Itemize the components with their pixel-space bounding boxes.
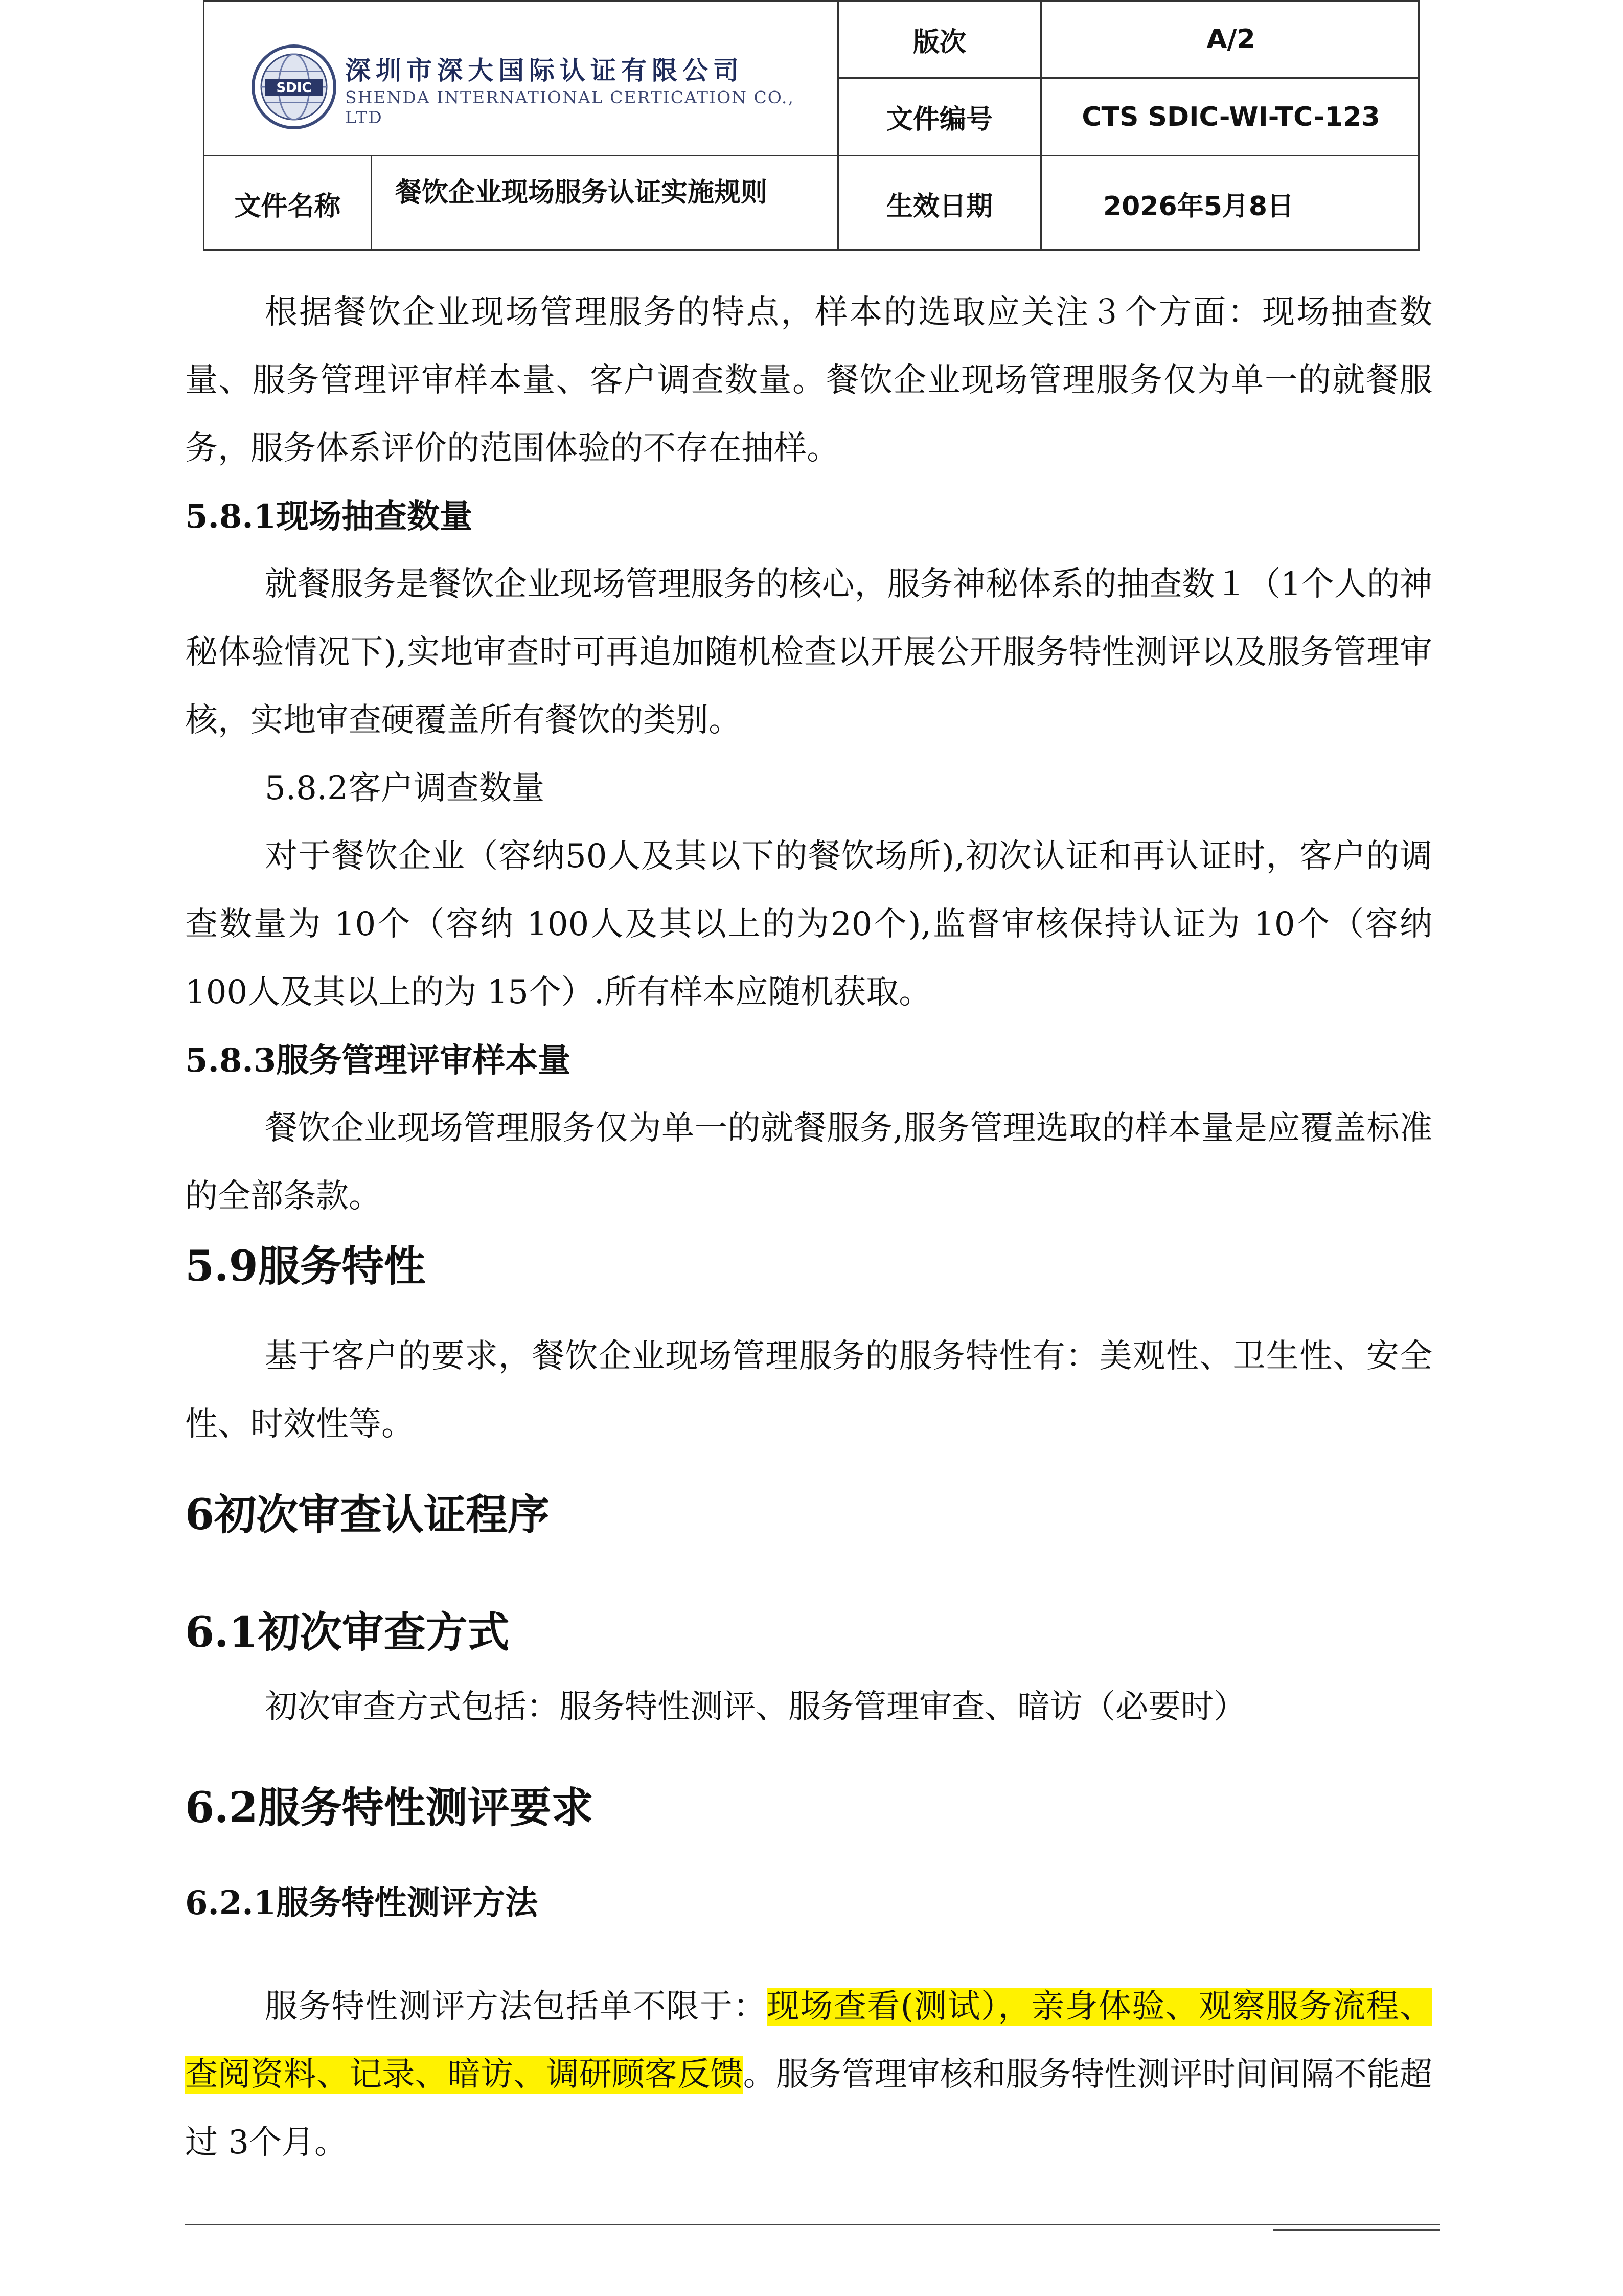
highlighted-methods: 现场查看(测试），亲身体验、观察服务流程、查阅资料、记录、暗访、调研顾客反馈 xyxy=(185,1988,1433,2094)
effective-date-value: 2026年5月8日 xyxy=(1103,191,1294,222)
footer-rule-short xyxy=(1273,2229,1440,2231)
effective-date-label: 生效日期 xyxy=(886,191,993,222)
doc-name-label: 文件名称 xyxy=(234,191,341,222)
paragraph-6-1: 初次审查方式包括：服务特性测评、服务管理审查、暗访（必要时） xyxy=(265,1688,1246,1726)
heading-6-2: 6.2服务特性测评要求 xyxy=(185,1783,593,1832)
doc-number-value: CTS SDIC-WI-TC-123 xyxy=(1082,101,1380,132)
paragraph-5-8-1: 就餐服务是餐饮企业现场管理服务的核心，服务神秘体系的抽查数１（1个人的神秘体验情况下),实地审查时可再追加随机检查以开展公开服务特性测评以及服务管理审核，实地审查硬覆盖所有餐饮的类别。 xyxy=(185,565,1432,739)
heading-6-2-1: 6.2.1服务特性测评方法 xyxy=(185,1884,538,1922)
heading-5-8-3: 5.8.3服务管理评审样本量 xyxy=(185,1041,571,1080)
footer-rule xyxy=(185,2224,1440,2225)
paragraph-6-2-1 xyxy=(185,1973,1432,2177)
heading-6: 6初次审查认证程序 xyxy=(185,1490,550,1539)
doc-number-label: 文件编号 xyxy=(886,104,993,135)
paragraph-sampling-intro: 根据餐饮企业现场管理服务的特点，样本的选取应关注３个方面：现场抽查数量、服务管理评审样本量、客户调查数量。餐饮企业现场管理服务仅为单一的就餐服务，服务体系评价的范围体验的不存在抽样。 xyxy=(185,293,1432,467)
company-logo xyxy=(204,2,837,155)
heading-5-8-2: 5.8.2客户调查数量 xyxy=(265,769,544,807)
paragraph-5-8-2: 对于餐饮企业（容纳50人及其以下的餐饮场所),初次认证和再认证时，客户的调查数量为 10个（容纳 100人及其以上的为20个),监督审核保持认证为 10个（容纳 100人及其以上的为 15个）.所有样本应随机获取。 xyxy=(185,837,1432,1011)
company-name-en: SHENDA INTERNATIONAL CERTICATION CO., LTD xyxy=(345,87,794,127)
document-body xyxy=(185,279,1432,2177)
heading-6-1: 6.1初次审查方式 xyxy=(185,1608,510,1657)
paragraph-5-8-3: 餐饮企业现场管理服务仅为单一的就餐服务,服务管理选取的样本量是应覆盖标准的全部条款。 xyxy=(185,1109,1432,1215)
doc-name-value: 餐饮企业现场服务认证实施规则 xyxy=(395,177,768,208)
paragraph-5-9: 基于客户的要求，餐饮企业现场管理服务的服务特性有：美观性、卫生性、安全性、时效性等。 xyxy=(185,1337,1432,1443)
version-value: A/2 xyxy=(1206,24,1255,55)
heading-5-8-1: 5.8.1现场抽查数量 xyxy=(185,497,473,536)
paragraph-6-2-1-tail: 。服务管理审核和服务特性测评时间间隔不能超过 3个月。 xyxy=(185,2056,1433,2162)
logo-text: SDIC xyxy=(276,80,312,96)
globe-logo-icon xyxy=(250,43,337,130)
company-name-cn: 深圳市深大国际认证有限公司 xyxy=(345,56,744,85)
version-label: 版次 xyxy=(912,27,966,58)
paragraph-6-2-1-lead: 服务特性测评方法包括单不限于： xyxy=(265,1988,767,2026)
document-header-table xyxy=(203,0,1420,251)
heading-5-9: 5.9服务特性 xyxy=(185,1242,426,1291)
